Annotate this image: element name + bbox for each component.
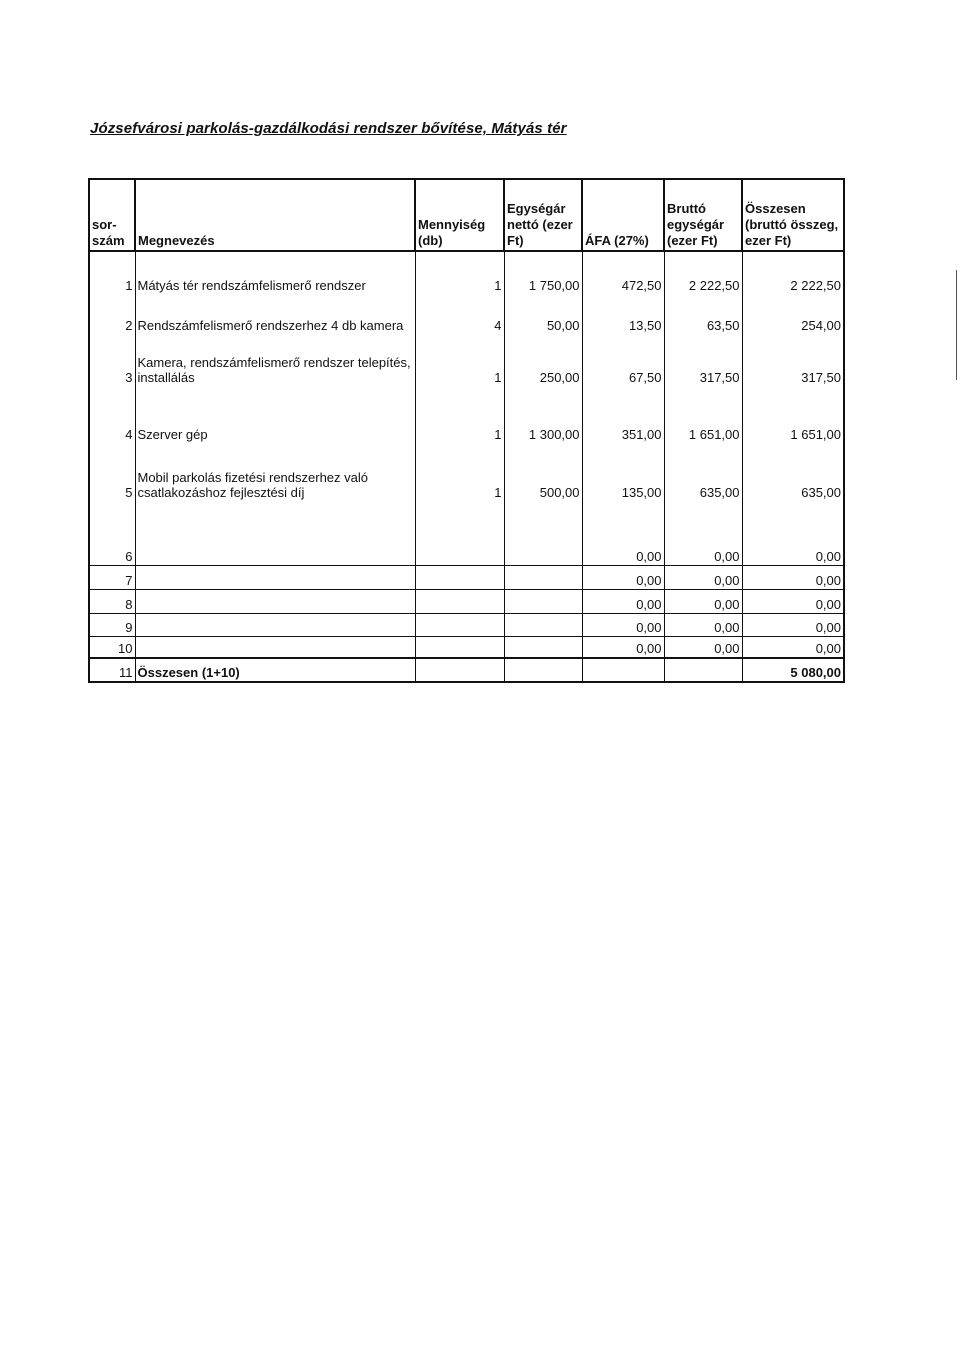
row-name: Kamera, rendszámfelismerő rendszer telepítés, installálás: [135, 334, 415, 386]
header-row: [89, 179, 844, 251]
row-gross: 63,50: [664, 294, 742, 334]
row-quantity: 1: [415, 334, 504, 386]
row-name: [135, 613, 415, 636]
row-total: 2 222,50: [742, 264, 844, 294]
header-afa: ÁFA (27%): [582, 179, 664, 251]
total-label: Összesen (1+10): [135, 658, 415, 682]
row-quantity: [415, 589, 504, 613]
row-name: Rendszámfelismerő rendszerhez 4 db kamera: [135, 294, 415, 334]
row-gross: 0,00: [664, 613, 742, 636]
row-number: 8: [89, 589, 135, 613]
row-gross: 0,00: [664, 636, 742, 658]
row-unit-price: [504, 565, 582, 589]
table-row: [89, 613, 844, 636]
row-number: 9: [89, 613, 135, 636]
row-gross: 0,00: [664, 501, 742, 565]
row-name: [135, 501, 415, 565]
row-unit-price: 500,00: [504, 443, 582, 501]
row-name: [135, 589, 415, 613]
row-quantity: 1: [415, 443, 504, 501]
row-total: 1 651,00: [742, 386, 844, 443]
header-megnevezes: Megnevezés: [135, 179, 415, 251]
spacer-row: [89, 251, 844, 264]
row-total: 0,00: [742, 565, 844, 589]
total-row: [89, 658, 844, 682]
row-vat: 0,00: [582, 589, 664, 613]
row-unit-price: [504, 613, 582, 636]
row-gross: 2 222,50: [664, 264, 742, 294]
row-vat: 0,00: [582, 636, 664, 658]
row-gross: 1 651,00: [664, 386, 742, 443]
table-row: [89, 565, 844, 589]
row-unit-price: 1 300,00: [504, 386, 582, 443]
row-quantity: 4: [415, 294, 504, 334]
row-gross: 317,50: [664, 334, 742, 386]
row-unit-price: [504, 589, 582, 613]
table-row: [89, 386, 844, 443]
row-gross: 635,00: [664, 443, 742, 501]
row-unit-price: [504, 501, 582, 565]
header-brutto: Bruttó egységár (ezer Ft): [664, 179, 742, 251]
row-quantity: [415, 613, 504, 636]
row-total: 317,50: [742, 334, 844, 386]
row-unit-price: 50,00: [504, 294, 582, 334]
row-vat: 135,00: [582, 443, 664, 501]
row-name: [135, 636, 415, 658]
row-name: Mobil parkolás fizetési rendszerhez való csatlakozáshoz fejlesztési díj: [135, 443, 415, 501]
row-unit-price: [504, 636, 582, 658]
row-vat: 0,00: [582, 613, 664, 636]
row-quantity: [415, 636, 504, 658]
row-gross: 0,00: [664, 589, 742, 613]
row-number: 3: [89, 334, 135, 386]
row-vat: 351,00: [582, 386, 664, 443]
table-row: [89, 636, 844, 658]
row-number: 1: [89, 264, 135, 294]
row-vat: 472,50: [582, 264, 664, 294]
total-row-number: 11: [89, 658, 135, 682]
cost-table: [88, 178, 845, 683]
row-number: 7: [89, 565, 135, 589]
row-number: 10: [89, 636, 135, 658]
row-number: 5: [89, 443, 135, 501]
header-egysegar: Egységár nettó (ezer Ft): [504, 179, 582, 251]
table-row: [89, 334, 844, 386]
row-quantity: [415, 565, 504, 589]
table-row: [89, 501, 844, 565]
table-row: [89, 589, 844, 613]
row-total: 0,00: [742, 589, 844, 613]
table-row: [89, 294, 844, 334]
row-quantity: [415, 501, 504, 565]
header-sorszam: sor-szám: [89, 179, 135, 251]
row-total: 0,00: [742, 501, 844, 565]
row-unit-price: 1 750,00: [504, 264, 582, 294]
row-vat: 0,00: [582, 565, 664, 589]
row-quantity: 1: [415, 386, 504, 443]
table-row: [89, 264, 844, 294]
row-vat: 0,00: [582, 501, 664, 565]
row-vat: 67,50: [582, 334, 664, 386]
row-name: Mátyás tér rendszámfelismerő rendszer: [135, 264, 415, 294]
scan-edge-line: [956, 270, 957, 380]
total-value: 5 080,00: [742, 658, 844, 682]
row-total: 635,00: [742, 443, 844, 501]
header-mennyiseg: Mennyiség (db): [415, 179, 504, 251]
table-row: [89, 443, 844, 501]
row-unit-price: 250,00: [504, 334, 582, 386]
row-number: 6: [89, 501, 135, 565]
row-total: 0,00: [742, 636, 844, 658]
row-number: 2: [89, 294, 135, 334]
row-name: [135, 565, 415, 589]
row-total: 0,00: [742, 613, 844, 636]
row-total: 254,00: [742, 294, 844, 334]
row-quantity: 1: [415, 264, 504, 294]
page-title: Józsefvárosi parkolás-gazdálkodási rendszer bővítése, Mátyás tér: [90, 120, 567, 137]
row-gross: 0,00: [664, 565, 742, 589]
row-number: 4: [89, 386, 135, 443]
row-vat: 13,50: [582, 294, 664, 334]
row-name: Szerver gép: [135, 386, 415, 443]
header-osszesen: Összesen (bruttó összeg, ezer Ft): [742, 179, 844, 251]
